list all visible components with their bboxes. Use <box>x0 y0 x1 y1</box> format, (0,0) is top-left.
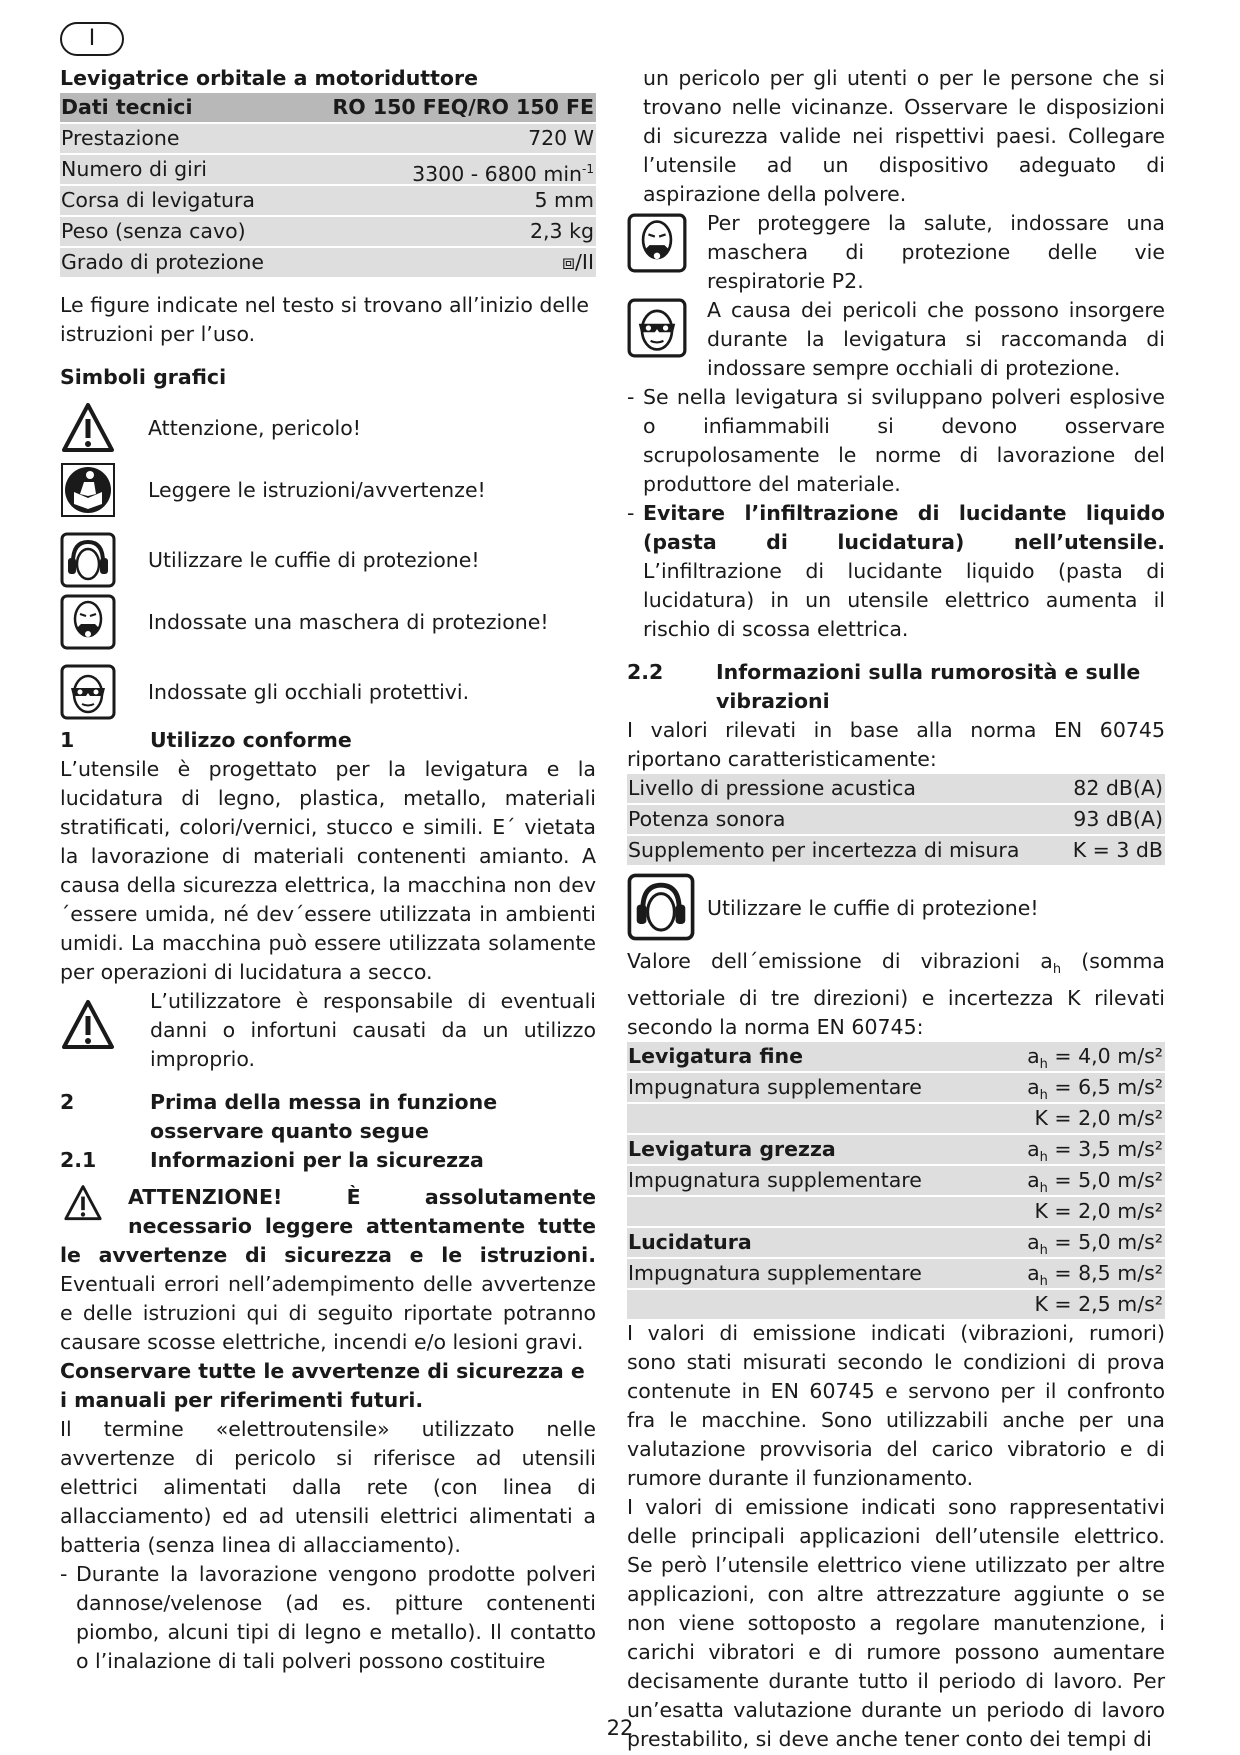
spec-label: Corsa di levigatura <box>61 188 255 212</box>
misuse-warning-text: L’utilizzatore è responsabile di eventuali danni o infortuni causati da un utilizzo improprio. <box>150 989 596 1071</box>
warning-triangle-icon <box>60 400 116 456</box>
section-heading <box>60 726 596 755</box>
vibration-label: Impugnatura supplementare <box>628 1261 922 1285</box>
symbols-title: Simboli grafici <box>60 365 227 389</box>
liquid-polish-bold: Evitare l’infiltrazione di lucidante liquido (pasta di lucidatura) nell’utensile. <box>643 501 1165 554</box>
speed-unit-exponent: -1 <box>582 162 594 176</box>
vibration-intro-b: (somma vettoriale di tre direzioni) e incertezza K rilevati secondo la norma EN 60745: <box>627 949 1165 1039</box>
ear-protection-row <box>627 873 1165 943</box>
spec-label: Prestazione <box>61 126 180 150</box>
vibration-symbol-sub: h <box>1039 1088 1048 1103</box>
vibration-symbol: a <box>1027 1137 1040 1161</box>
vibration-number: K = 2,0 m/s² <box>1034 1199 1163 1223</box>
noise-row <box>627 834 1165 865</box>
attention-paragraph <box>60 1183 596 1357</box>
noise-row <box>627 774 1165 803</box>
misuse-warning <box>60 987 596 1074</box>
section-title: Prima della messa in funzione osservare quanto segue <box>150 1090 498 1143</box>
goggles-instruction <box>627 296 1165 383</box>
noise-table <box>627 774 1165 865</box>
mask-instruction <box>627 209 1165 296</box>
section-title: Utilizzo conforme <box>150 728 352 752</box>
spec-label: Grado di protezione <box>61 250 264 274</box>
power-tool-term-text: Il termine «elettroutensile» utilizzato nelle avvertenze di pericolo si riferisce ad utensili elettrici alimentati dalla rete (con linea di allacciamento) ed ad utensili elettrici alimentati a batteria (senza linea di allacciamento). <box>60 1417 596 1557</box>
spec-row <box>60 122 596 153</box>
continued-text: un pericolo per gli utenti o per le persone che si trovano nelle vicinanze. Osservare le disposizioni di sicurezza valide nei rispettivi paesi. Collegare l’utensile ad un dispositivo adeguato di aspirazione della polvere. <box>643 66 1165 206</box>
spec-row <box>60 246 596 277</box>
vibration-value <box>1027 1042 1163 1071</box>
vibration-symbol-sub: h <box>1039 1150 1048 1165</box>
symbol-text: Attenzione, pericolo! <box>148 415 361 440</box>
spec-header-label: Dati tecnici <box>61 95 193 119</box>
spec-value <box>412 155 594 184</box>
vibration-value <box>1034 1104 1163 1133</box>
symbol-row <box>60 462 596 518</box>
section-number: 1 <box>60 728 75 752</box>
vibration-intro <box>627 947 1165 1042</box>
vibration-label: Levigatura fine <box>628 1044 804 1068</box>
right-column <box>627 64 1165 1754</box>
vibration-row <box>627 1288 1165 1319</box>
vibration-number: = 4,0 m/s² <box>1047 1044 1163 1068</box>
explosive-dust-text: Se nella levigatura si sviluppano polveri esplosive o infiammabili si devono osservare scrupolosamente le norme di lavorazione del produttore del materiale. <box>643 385 1165 496</box>
noise-value: 82 dB(A) <box>1073 776 1163 800</box>
spec-row <box>60 215 596 246</box>
warning-triangle-icon <box>60 1183 122 1223</box>
vibration-row <box>627 1042 1165 1071</box>
ear-protection-text: Utilizzare le cuffie di protezione! <box>707 895 1039 920</box>
noise-row <box>627 803 1165 834</box>
dust-mask-icon <box>627 209 707 296</box>
list-dash: - <box>60 1562 68 1586</box>
list-dash: - <box>627 501 635 525</box>
symbol-text: Utilizzare le cuffie di protezione! <box>148 547 480 572</box>
vibration-row <box>627 1164 1165 1195</box>
left-column <box>60 64 596 1676</box>
goggles-text: A causa dei pericoli che possono insorgere durante la levigatura si raccomanda di indossare sempre occhiali di protezione. <box>707 298 1165 380</box>
section-heading <box>627 658 1165 716</box>
vibration-value <box>1027 1166 1163 1195</box>
page-number: 22 <box>606 1716 634 1740</box>
vibration-row <box>627 1102 1165 1133</box>
vibration-row <box>627 1257 1165 1288</box>
vibration-row <box>627 1226 1165 1257</box>
symbol-row <box>60 664 596 720</box>
vibration-symbol: a <box>1027 1261 1040 1285</box>
vibration-row <box>627 1195 1165 1226</box>
warning-triangle-icon <box>60 987 150 1074</box>
section-number: 2 <box>60 1090 75 1114</box>
vibration-row <box>627 1133 1165 1164</box>
vibration-value <box>1027 1228 1163 1257</box>
vibration-number: K = 2,0 m/s² <box>1034 1106 1163 1130</box>
vibration-intro-sub: h <box>1052 962 1062 977</box>
section-number: 2.2 <box>627 660 664 684</box>
section-heading <box>60 1088 596 1146</box>
noise-label: Potenza sonora <box>628 807 786 831</box>
section-number: 2.1 <box>60 1148 97 1172</box>
emission-paragraph-2: I valori di emissione indicati sono rappresentativi delle principali applicazioni dell’utensile elettrico. Se però l’utensile elettrico viene utilizzato per altre applicazioni, con altre attrezzature aggiunte o se non viene sottoposto a regolare manutenzione, i carichi vibratori e di rumore possono aumentare decisamente durante tutto il periodo di lavoro. Per un’esatta valutazione durante un periodo di lavoro prestabilito, si deve anche tener conto dei tempi di <box>627 1495 1165 1751</box>
spec-table <box>60 93 596 277</box>
language-badge: I <box>60 22 124 56</box>
noise-value: 93 dB(A) <box>1073 807 1163 831</box>
spec-label: Numero di giri <box>61 157 208 181</box>
list-dash: - <box>627 385 635 409</box>
vibration-value <box>1027 1073 1163 1102</box>
keep-instructions-text: Conservare tutte le avvertenze di sicurezza e i manuali per riferimenti futuri. <box>60 1359 585 1412</box>
explosive-dust-item <box>627 383 1165 499</box>
intended-use-text: L’utensile è progettato per la levigatura e la lucidatura di legno, plastica, metallo, materiali stratificati, colori/vernici, stucco e simili. E´ vietata la lavorazione di materiali contenenti amianto. A causa della sicurezza elettrica, la macchina non dev´essere umida, né dev´essere utilizzata in ambienti umidi. La macchina può essere utilizzata solamente per operazioni di lucidatura a secco. <box>60 757 596 984</box>
vibration-label: Impugnatura supplementare <box>628 1168 922 1192</box>
ear-protection-icon <box>60 532 116 588</box>
noise-intro: I valori rilevati in base alla norma EN 60745 riportano caratteristicamente: <box>627 718 1165 771</box>
dust-warning-item <box>60 1560 596 1676</box>
spec-value: 720 W <box>528 126 594 150</box>
vibration-label: Impugnatura supplementare <box>628 1075 922 1099</box>
symbol-row <box>60 532 596 588</box>
vibration-value <box>1027 1135 1163 1164</box>
vibration-label: Lucidatura <box>628 1230 752 1254</box>
section-heading <box>60 1146 596 1175</box>
dust-mask-icon <box>60 594 116 650</box>
vibration-number: = 6,5 m/s² <box>1047 1075 1163 1099</box>
safety-goggles-icon <box>627 296 707 383</box>
dust-warning-text: Durante la lavorazione vengono prodotte polveri dannose/velenose (ad es. pitture contenenti piombo, alcuni tipi di legno e metallo). Il contatto o l’inalazione di tali polveri possono costituire <box>76 1562 596 1673</box>
liquid-polish-rest: L’infiltrazione di lucidante liquido (pasta di lucidatura) in un utensile elettrico aumenta il rischio di scossa elettrica. <box>643 559 1165 641</box>
symbol-row <box>60 594 596 650</box>
spec-row <box>60 184 596 215</box>
figures-note: Le figure indicate nel testo si trovano all’inizio delle istruzioni per l’uso. <box>60 293 590 346</box>
vibration-symbol-sub: h <box>1039 1181 1048 1196</box>
product-title: Levigatrice orbitale a motoriduttore <box>60 66 478 90</box>
section-title: Informazioni sulla rumorosità e sulle vibrazioni <box>716 660 1141 713</box>
vibration-symbol-sub: h <box>1039 1057 1048 1072</box>
vibration-value <box>1034 1290 1163 1319</box>
ear-protection-icon <box>627 873 697 943</box>
emission-paragraph-1: I valori di emissione indicati (vibrazioni, rumori) sono stati misurati secondo le condizioni di prova contenute in EN 60745 e servono per il confronto fra le macchine. Sono utilizzabili anche per una valutazione provvisoria del carico vibratorio e di rumore durante il funzionamento. <box>627 1321 1165 1490</box>
symbol-text: Indossate gli occhiali protettivi. <box>148 679 470 704</box>
noise-value: K = 3 dB <box>1072 838 1163 862</box>
vibration-number: = 5,0 m/s² <box>1047 1230 1163 1254</box>
symbol-text: Leggere le istruzioni/avvertenze! <box>148 477 486 502</box>
attention-bold: ATTENZIONE! È assolutamente necessario leggere attentamente tutte le avvertenze di sicurezza e le istruzioni. <box>60 1185 596 1267</box>
vibration-number: K = 2,5 m/s² <box>1034 1292 1163 1316</box>
spec-value: ⧈/II <box>561 250 594 274</box>
spec-header-value: RO 150 FEQ/RO 150 FE <box>332 95 594 119</box>
vibration-number: = 5,0 m/s² <box>1047 1168 1163 1192</box>
vibration-symbol-sub: h <box>1039 1243 1048 1258</box>
section-title: Informazioni per la sicurezza <box>150 1148 484 1172</box>
attention-text: Eventuali errori nell’adempimento delle avvertenze e delle istruzioni qui di seguito riportate potranno causare scosse elettriche, incendi e/o lesioni gravi. <box>60 1272 596 1354</box>
vibration-label: Levigatura grezza <box>628 1137 836 1161</box>
read-manual-icon <box>60 462 116 518</box>
liquid-polish-text <box>643 499 1165 644</box>
spec-row <box>60 153 596 184</box>
spec-value: 5 mm <box>534 188 594 212</box>
spec-value: 2,3 kg <box>529 219 594 243</box>
noise-label: Livello di pressione acustica <box>628 776 916 800</box>
vibration-value <box>1027 1259 1163 1288</box>
vibration-table <box>627 1042 1165 1319</box>
safety-goggles-icon <box>60 664 116 720</box>
mask-text: Per proteggere la salute, indossare una maschera di protezione delle vie respiratorie P2. <box>707 211 1165 293</box>
vibration-row <box>627 1071 1165 1102</box>
vibration-number: = 8,5 m/s² <box>1047 1261 1163 1285</box>
vibration-symbol-sub: h <box>1039 1274 1048 1289</box>
vibration-intro-a: Valore dell´emissione di vibrazioni a <box>627 949 1053 973</box>
vibration-number: = 3,5 m/s² <box>1047 1137 1163 1161</box>
spec-label: Peso (senza cavo) <box>61 219 246 243</box>
spec-table-header <box>60 93 596 122</box>
vibration-symbol: a <box>1027 1044 1040 1068</box>
speed-value: 3300 - 6800 min <box>412 162 583 186</box>
vibration-symbol: a <box>1027 1230 1040 1254</box>
symbol-row <box>60 400 596 456</box>
liquid-polish-item <box>627 499 1165 644</box>
symbol-text: Indossate una maschera di protezione! <box>148 609 549 634</box>
noise-label: Supplemento per incertezza di misura <box>628 838 1020 862</box>
vibration-symbol: a <box>1027 1168 1040 1192</box>
vibration-symbol: a <box>1027 1075 1040 1099</box>
vibration-value <box>1034 1197 1163 1226</box>
